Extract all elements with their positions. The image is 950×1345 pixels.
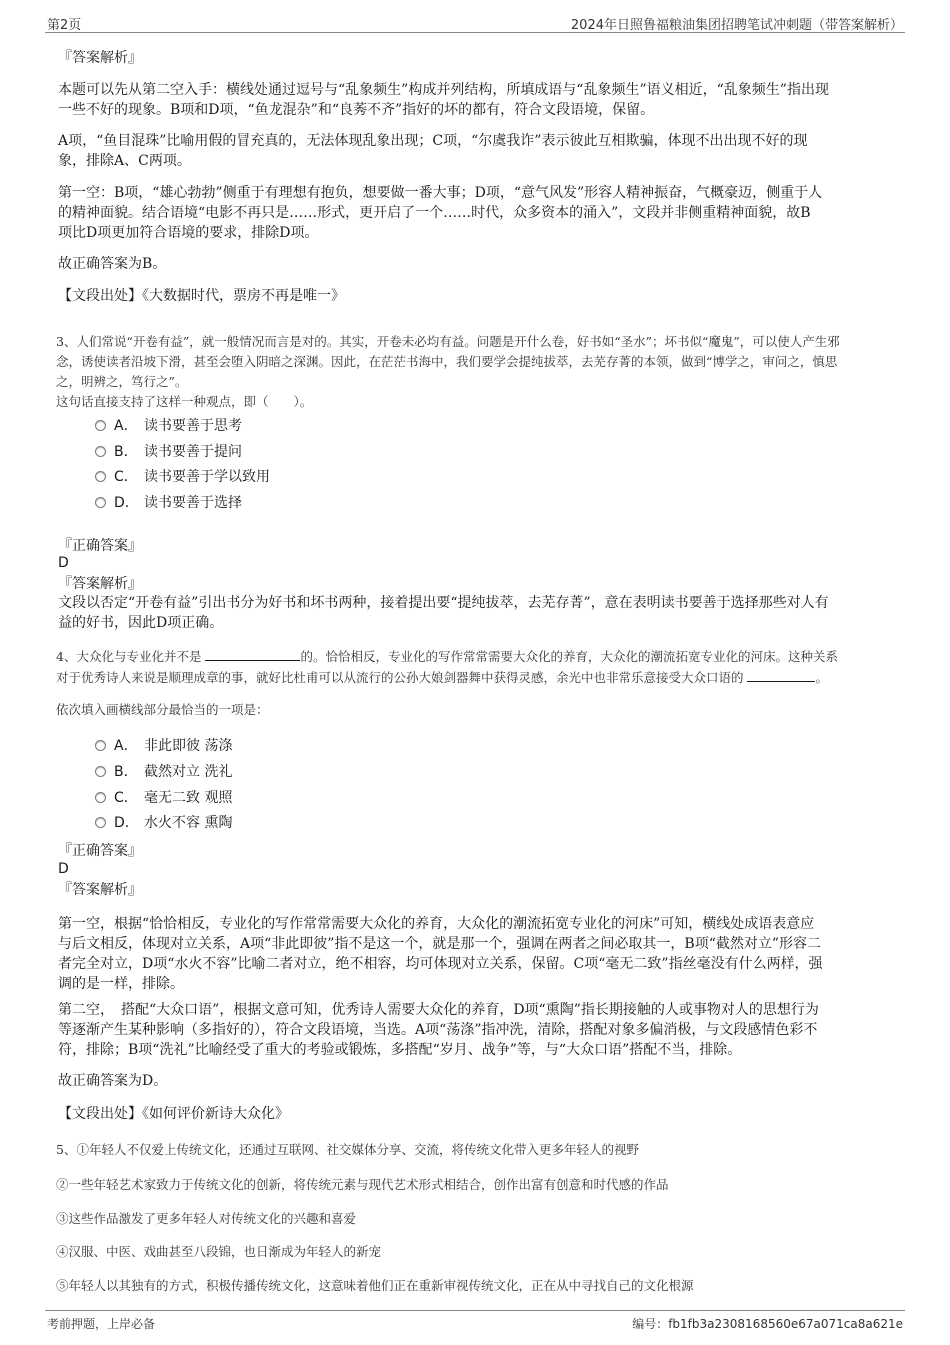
q5-item-3: ③这些作品激发了更多年轻人对传统文化的兴趣和喜爱 [56,1211,357,1226]
radio-button[interactable] [95,766,106,777]
text-line: 符，排除；B项“洗礼”比喻经受了重大的考验或锻炼，多搭配“岁月、战争”等，与“大众口语”搭配不当，排除。 [58,1042,742,1058]
option-text: 读书要善于提问 [144,444,242,460]
stem-text: 。 [815,670,828,685]
page-header [45,10,905,33]
footer-slogan: 考前押题，上岸必备 [47,1317,156,1331]
radio-button[interactable] [95,740,106,751]
q2-source: 【文段出处】《大数据时代，票房不再是唯一》 [58,288,345,304]
option-text: 毫无二致 观照 [144,790,233,806]
text-line: 与后文相反，体现对立关系，A项“非此即彼”指不是这一个，就是那一个，强调在两者之间必取其一，B项“截然对立”形容二 [58,936,822,952]
page-footer [45,1310,905,1335]
radio-button[interactable] [95,817,106,828]
radio-button[interactable] [95,420,106,431]
option-text: 截然对立 洗礼 [144,764,233,780]
q4-stem [56,646,906,688]
text-line: A项，“鱼目混珠”比喻用假的冒充真的，无法体现乱象出现；C项，“尔虞我诈”表示彼此互相欺骗，体现不出出现不好的现 [58,133,808,149]
text-line: 第一空，根据“恰恰相反，专业化的写作常常需要大众化的养育，大众化的潮流拓宽专业化的河床”可知，横线处成语表意应 [58,916,815,932]
q3-option-a[interactable] [95,416,242,436]
radio-button[interactable] [95,471,106,482]
stem-text: 4、大众化与专业化并不是 [56,649,206,664]
text-line: 这句话直接支持了这样一种观点，即（ ）。 [56,394,313,409]
q5-item-2: ②一些年轻艺术家致力于传统文化的创新，将传统元素与现代艺术形式相结合，创作出富有创意和时代感的作品 [56,1177,669,1192]
stem-text: 的。恰恰相反，专业化的写作常常需要大众化的养育，大众化的潮流拓宽专业化的河床。这种关系 [300,649,838,664]
q4-correct-answer: D [58,861,69,877]
option-text: 水火不容 熏陶 [144,815,233,831]
option-letter: D． [114,815,139,831]
q4-analysis-para2 [58,1000,908,1060]
option-text: 读书要善于学以致用 [144,469,270,485]
q2-analysis-label: 『答案解析』 [58,50,142,66]
document-title: 2024年日照鲁福粮油集团招聘笔试冲刺题（带答案解析） [570,18,903,33]
text-line: 念，诱使读者沿坡下滑，甚至会堕入阴暗之深渊。因此，在茫茫书海中，我们要学会提纯拔萃，去芜存菁的本领，做到“博学之，审问之，慎思 [56,354,838,369]
stem-text: 对于优秀诗人来说是顺理成章的事，就好比杜甫可以从流行的公孙大娘剑器舞中获得灵感，余光中也非常乐意接受大众口语的 [56,670,748,685]
code-value: fb1fb3a2308168560e67a071ca8a621e [668,1317,903,1331]
q3-option-d[interactable] [95,493,242,513]
q3-stem [56,332,906,412]
option-text: 读书要善于选择 [144,495,242,511]
text-line: 一些不好的现象。B项和D项，“鱼龙混杂”和“良莠不齐”指好的坏的都有，符合文段语境，保留。 [58,102,655,118]
q5-item-1: 5、①年轻人不仅爱上传统文化，还通过互联网、社交媒体分享、交流，将传统文化带入更多年轻人的视野 [56,1142,639,1157]
q4-answer: 故正确答案为D。 [58,1073,168,1089]
q4-source: 【文段出处】《如何评价新诗大众化》 [58,1106,289,1122]
text-line [56,667,906,688]
q4-option-a[interactable] [95,736,232,756]
q3-correct-answer: D [58,555,69,571]
q4-option-c[interactable] [95,788,232,808]
text-line: 益的好书，因此D项正确。 [58,615,224,631]
text-line: 第一空：B项，“雄心勃勃”侧重于有理想有抱负，想要做一番大事；D项，“意气风发”形容人精神振奋，气概豪迈，侧重于人 [58,185,823,201]
q5-item-4: ④汉服、中医、戏曲甚至八段锦，也日渐成为年轻人的新宠 [56,1244,382,1259]
option-letter: B． [114,764,138,780]
page-number: 第2页 [47,18,82,33]
option-letter: D． [114,495,139,511]
option-letter: A． [114,738,138,754]
text-line: 的精神面貌。结合语境“电影不再只是……形式，更开启了一个……时代，众多资本的涌入”，文段并非侧重精神面貌，故B [58,205,811,221]
option-text: 读书要善于思考 [144,418,242,434]
text-line: 3、人们常说“开卷有益”，就一般情况而言是对的。其实，开卷未必均有益。问题是开什么卷，好书如“圣水”；坏书似“魔鬼”，可以使人产生邪 [56,334,840,349]
document-code [632,1315,903,1332]
radio-button[interactable] [95,497,106,508]
q3-analysis [58,593,908,633]
option-letter: A． [114,418,138,434]
q5-item-5: ⑤年轻人以其独有的方式，积极传播传统文化，这意味着他们正在重新审视传统文化，正在从中寻找自己的文化根源 [56,1278,694,1293]
text-line: 等逐渐产生某种影响（多指好的），符合文段语境，当选。A项“荡涤”指冲洗，清除，搭配对象多偏消极，与文段感情色彩不 [58,1022,818,1038]
option-letter: C． [114,469,138,485]
code-label: 编号： [632,1317,669,1331]
q3-analysis-label: 『答案解析』 [58,576,142,592]
q2-analysis-para3 [58,183,908,243]
q3-option-c[interactable] [95,467,270,487]
text-line: 调的是一样，排除。 [58,976,184,992]
text-line: 文段以否定“开卷有益”引出书分为好书和坏书两种，接着提出要“提纯拔萃，去芜存菁”，意在表明读书要善于选择那些对人有 [58,595,829,611]
text-line [56,646,906,667]
q2-analysis-para2 [58,131,908,171]
text-line: 者完全对立，D项“水火不容”比喻二者对立，绝不相容，均可体现对立关系，保留。C项“毫无二致”指丝毫没有什么两样，强 [58,956,823,972]
option-letter: B． [114,444,138,460]
radio-button[interactable] [95,446,106,457]
radio-button[interactable] [95,792,106,803]
option-letter: C． [114,790,138,806]
option-text: 非此即彼 荡涤 [144,738,233,754]
text-line: 项比D项更加符合语境的要求，排除D项。 [58,225,319,241]
text-line: 象，排除A、C两项。 [58,153,191,169]
fill-blank-1 [205,646,300,661]
q3-option-b[interactable] [95,442,242,462]
q4-prompt: 依次填入画横线部分最恰当的一项是： [56,702,269,717]
q4-option-b[interactable] [95,762,232,782]
text-line: 本题可以先从第二空入手：横线处通过逗号与“乱象频生”构成并列结构，所填成语与“乱象频生”语义相近，“乱象频生”指出现 [58,82,829,98]
q4-analysis-label: 『答案解析』 [58,882,142,898]
fill-blank-2 [747,667,815,682]
q4-correct-label: 『正确答案』 [58,843,142,859]
text-line: 第二空， 搭配“大众口语”，根据文意可知，优秀诗人需要大众化的养育，D项“熏陶”指长期接触的人或事物对人的思想行为 [58,1002,819,1018]
q2-answer: 故正确答案为B。 [58,256,167,272]
text-line: 之，明辨之，笃行之”。 [56,374,188,389]
q4-analysis-para1 [58,914,908,994]
q4-option-d[interactable] [95,813,232,833]
q3-correct-label: 『正确答案』 [58,538,142,554]
q2-analysis-para1 [58,80,908,120]
